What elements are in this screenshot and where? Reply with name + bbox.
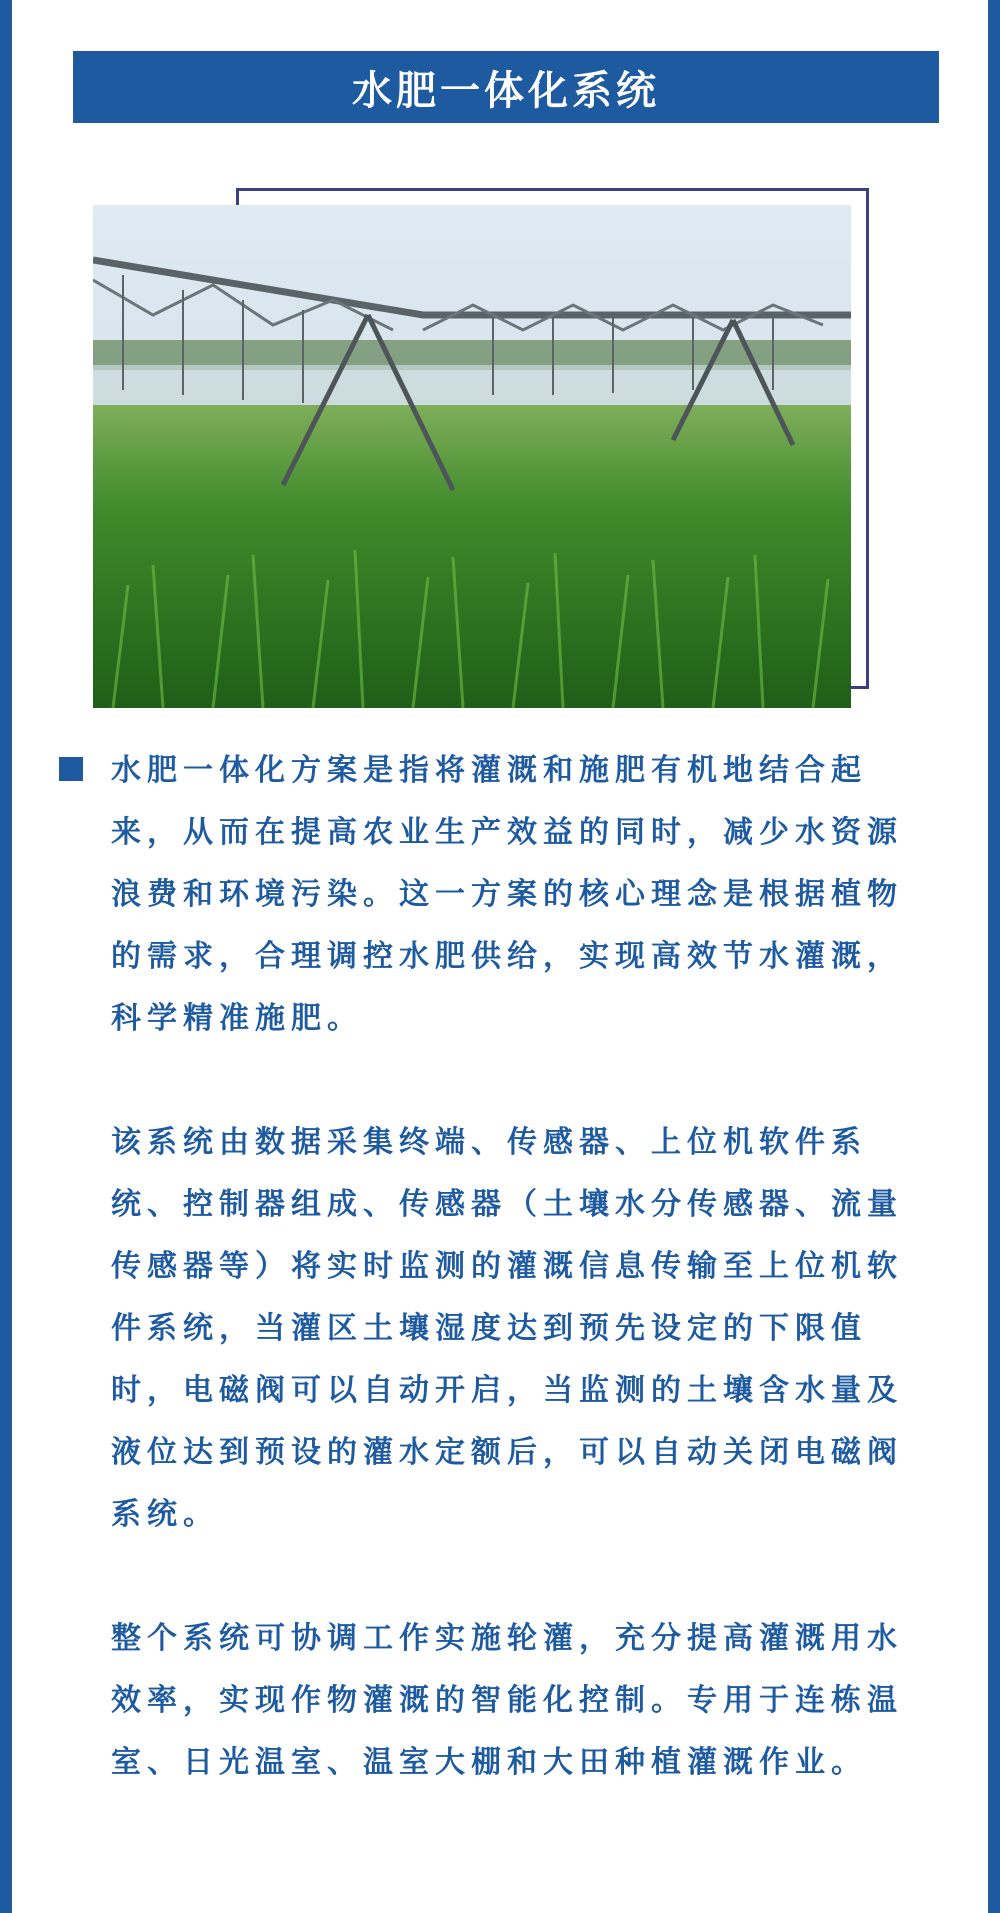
square-bullet-icon (59, 757, 83, 781)
paragraph-2-text: 该系统由数据采集终端、传感器、上位机软件系统、控制器组成、传感器（土壤水分传感器、流量传感器等）将实时监测的灌溉信息传输至上位机软件系统，当灌区土壤湿度达到预先设定的下限值时，电磁阀可以自动开启，当监测的土壤含水量及液位达到预设的灌水定额后，可以自动关闭电磁阀系统。 (111, 1125, 903, 1532)
page-title: 水肥一体化系统 (73, 51, 939, 123)
paragraph-3-text: 整个系统可协调工作实施轮灌，充分提高灌溉用水效率，实现作物灌溉的智能化控制。专用于连栋温室、日光温室、温室大棚和大田种植灌溉作业。 (111, 1621, 903, 1780)
paragraph-1 (111, 740, 931, 1050)
left-border-bar (0, 0, 12, 1913)
right-border-bar (988, 0, 1000, 1913)
paragraph-3 (111, 1608, 931, 1794)
irrigation-photo (93, 205, 851, 708)
paragraph-1-text: 水肥一体化方案是指将灌溉和施肥有机地结合起来，从而在提高农业生产效益的同时，减少水资源浪费和环境污染。这一方案的核心理念是根据植物的需求，合理调控水肥供给，实现高效节水灌溉，科学精准施肥。 (111, 753, 903, 1036)
article-body (111, 740, 931, 1856)
paragraph-2 (111, 1112, 931, 1546)
